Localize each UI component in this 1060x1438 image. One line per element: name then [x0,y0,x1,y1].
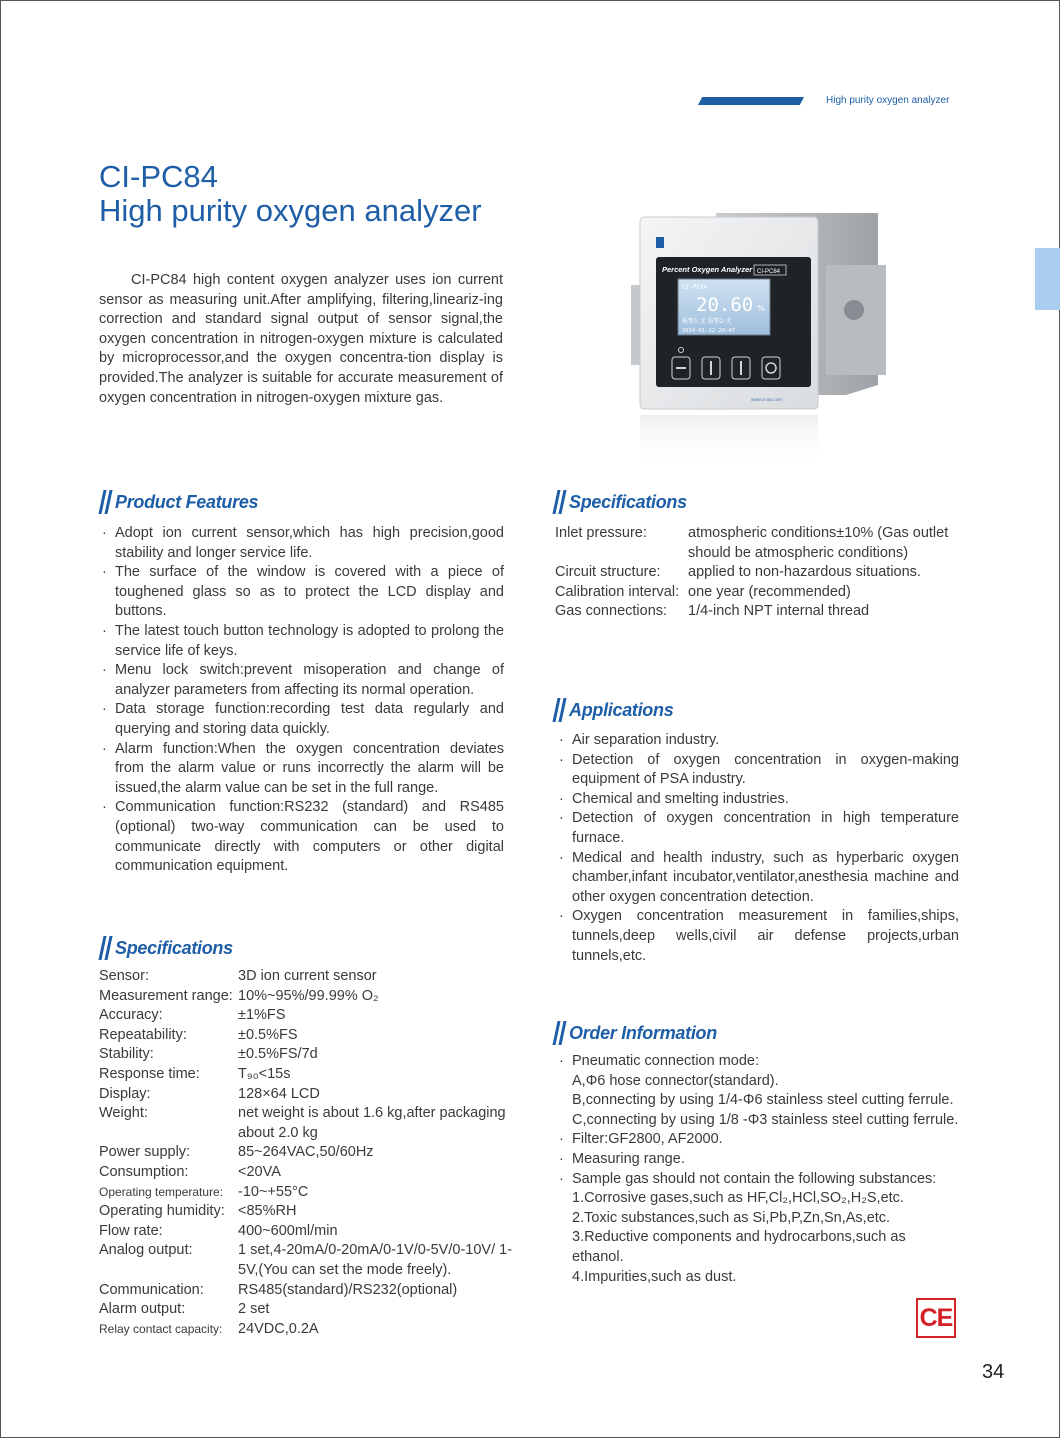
spec-key: Weight: [99,1105,148,1122]
features-heading: Product Features [99,490,258,514]
order-range: · Measuring range. [556,1150,961,1170]
spec-key: Inlet pressure: [555,525,647,541]
spec-value: 2 set [238,1301,270,1318]
specs-left-table [99,967,521,1339]
list-item: · Menu lock switch:prevent misoperation and change of analyzer parameters from affecting its normal operation. [99,661,504,700]
lcd-unit: % [757,304,765,313]
order-info [556,1052,961,1287]
list-item: · Detection of oxygen concentration in high temperature furnace. [556,809,959,848]
spec-row [99,1045,521,1065]
gas-fitting-icon [844,300,864,320]
spec-key: Display: [99,1085,151,1102]
spec-value: atmospheric conditions±10% (Gas outlet should be atmospheric conditions) [688,525,949,561]
list-item: · Oxygen concentration measurement in families,ships, tunnels,deep wells,civil air defense projects,urban tunnels,etc. [556,907,959,966]
heading-slash-icon [553,490,567,514]
spec-key: Flow rate: [99,1222,163,1239]
order-filter: · Filter:GF2800, AF2000. [556,1130,961,1150]
applications-list [556,731,959,966]
spec-value: 1 set,4-20mA/0-20mA/0-1V/0-5V/0-10V/ 1-5V,(You can set the mode freely). [238,1242,513,1278]
spec-row [99,1143,521,1163]
spec-key: Alarm output: [99,1301,186,1318]
spec-key: Communication: [99,1281,204,1298]
order-sample-4: 4.Impurities,such as dust. [572,1268,737,1285]
features-list [99,524,504,877]
spec-key: Analog output: [99,1242,193,1259]
order-sample-2: 2.Toxic substances,such as Si,Pb,P,Zn,Sn,As,etc. [572,1209,891,1226]
spec-value: T₉₀<15s [238,1065,291,1082]
title-model: CI-PC84 [99,159,218,194]
lcd-reading: 20.60 [696,294,754,316]
ce-mark-icon: CE [916,1298,956,1338]
side-tab [1035,248,1060,310]
specs-left-heading: Specifications [99,936,233,960]
panel-title: Percent Oxygen Analyzer [662,265,753,274]
heading-slash-icon [99,936,113,960]
specs-right-heading: Specifications [553,490,687,514]
list-item: · The latest touch button technology is adopted to prolong the service life of keys. [99,622,504,661]
spec-row [99,1026,521,1046]
list-item: · Adopt ion current sensor,which has high precision,good stability and longer service life. [99,524,504,563]
list-item: · Medical and health industry, such as hyperbaric oxygen chamber,infant incubator,ventilator,anesthesia machine and other oxygen concentration detection. [556,849,959,908]
spec-value: -10~+55°C [238,1183,309,1200]
device-reflection [640,415,818,467]
lcd-date-line: 2014-01-22 20:47 [682,328,735,334]
spec-key: Response time: [99,1065,200,1082]
title-name: High purity oxygen analyzer [99,193,482,228]
list-item: · Detection of oxygen concentration in oxygen-making equipment of PSA industry. [556,751,959,790]
order-sample: · Sample gas should not contain the following substances: [556,1170,961,1190]
list-item: · Chemical and smelting industries. [556,790,959,810]
lcd-top-line: CI-PC84 [682,284,708,291]
device-side-block [826,265,886,375]
order-pneumatic-a: A,Φ6 hose connector(standard). [572,1072,779,1089]
spec-key: Consumption: [99,1163,189,1180]
spec-row [99,1104,521,1143]
spec-value: 10%~95%/99.99% O₂ [238,987,379,1004]
spec-value: 85~264VAC,50/60Hz [238,1144,374,1161]
order-heading: Order Information [553,1021,717,1045]
header-accent-bar [698,97,804,105]
spec-key: Circuit structure: [555,564,661,581]
panel-badge: CI-PC84 [757,269,781,275]
specs-right-table [555,524,965,622]
intro-paragraph: CI-PC84 high content oxygen analyzer uses ion current sensor as measuring unit.After amplifying, filtering,lineariz-ing correction and standard signal output of sensor signal,the oxygen concentration in nitrogen-oxygen mixture is calculated by microprocessor,and the oxygen concentra-tion display is provided.The analyzer is suitable for accurate measurement of oxygen concentration in nitrogen-oxygen mixture gas. [99,272,503,406]
spec-row [99,1222,521,1242]
page-title [99,160,482,228]
spec-key: Relay contact capacity: [99,1321,223,1336]
spec-key: Stability: [99,1046,154,1063]
lcd-alarm-line: 报警1:无 报警2:无 [682,318,732,325]
list-item: · Alarm function:When the oxygen concentration deviates from the alarm value or runs incorrectly the alarm will be issued,the alarm value can be set in the full range. [99,740,504,799]
spec-row [99,1065,521,1085]
heading-slash-icon [99,490,113,514]
list-item: · Data storage function:recording test data regularly and querying and storing data quickly. [99,700,504,739]
spec-row [99,987,521,1007]
spec-key: Operating temperature: [99,1184,224,1199]
spec-value: 24VDC,0.2A [238,1320,319,1337]
spec-value: applied to non-hazardous situations. [688,564,921,581]
spec-key: Accuracy: [99,1007,163,1024]
list-item: · Communication function:RS232 (standard) and RS485 (optional) two-way communication can be used to communicate directly with computers or other digital communication equipment. [99,798,504,876]
spec-row [99,1163,521,1183]
applications-heading: Applications [553,698,673,722]
spec-value: <85%RH [238,1203,297,1220]
order-sample-3: 3.Reductive components and hydrocarbons,such as ethanol. [572,1229,906,1265]
spec-value: 128×64 LCD [238,1085,320,1102]
spec-value: ±0.5%FS [238,1026,298,1043]
spec-row [555,583,965,603]
spec-row [99,1241,521,1280]
page-number: 34 [982,1361,1005,1383]
spec-key: Calibration interval: [555,583,680,600]
spec-value: 400~600ml/min [238,1222,338,1239]
product-photo [626,205,888,470]
list-item: · The surface of the window is covered with a piece of toughened glass so as to protect the LCD display and buttons. [99,563,504,622]
spec-value: 1/4-inch NPT internal thread [688,603,870,620]
spec-row [99,1202,521,1222]
spec-row [99,967,521,987]
spec-key: Repeatability: [99,1026,187,1043]
spec-value: ±0.5%FS/7d [238,1046,318,1063]
order-sample-1: 1.Corrosive gases,such as HF,Cl₂,HCl,SO₂,H₂S,etc. [572,1190,904,1207]
spec-key: Operating humidity: [99,1203,225,1220]
list-item: · Air separation industry. [556,731,959,751]
spec-key: Power supply: [99,1144,191,1161]
spec-row [555,524,965,563]
spec-value: net weight is about 1.6 kg,after packaging about 2.0 kg [238,1105,506,1141]
order-pneumatic-c: C,connecting by using 1/8 -Φ3 stainless steel cutting ferrule. [572,1111,959,1128]
spec-value: ±1%FS [238,1007,286,1024]
spec-key: Sensor: [99,968,149,984]
spec-row [555,563,965,583]
brand-logo-icon [656,237,664,248]
spec-row [99,1085,521,1105]
device-url: www.ci-ais.com [751,397,783,402]
spec-row [99,1281,521,1301]
spec-row [99,1183,521,1203]
spec-row [99,1300,521,1320]
spec-value: RS485(standard)/RS232(optional) [238,1281,458,1298]
spec-value: one year (recommended) [688,583,851,600]
spec-key: Gas connections: [555,603,668,620]
order-pneumatic: · Pneumatic connection mode: [556,1052,961,1072]
spec-row [99,1006,521,1026]
heading-slash-icon [553,1021,567,1045]
spec-row [99,1320,521,1340]
spec-value: 3D ion current sensor [238,968,377,984]
spec-value: <20VA [238,1163,281,1180]
header-label: High purity oxygen analyzer [826,95,950,106]
spec-key: Measurement range: [99,987,233,1004]
heading-slash-icon [553,698,567,722]
order-pneumatic-b: B,connecting by using 1/4-Φ6 stainless steel cutting ferrule. [572,1092,954,1109]
spec-row [555,602,965,622]
